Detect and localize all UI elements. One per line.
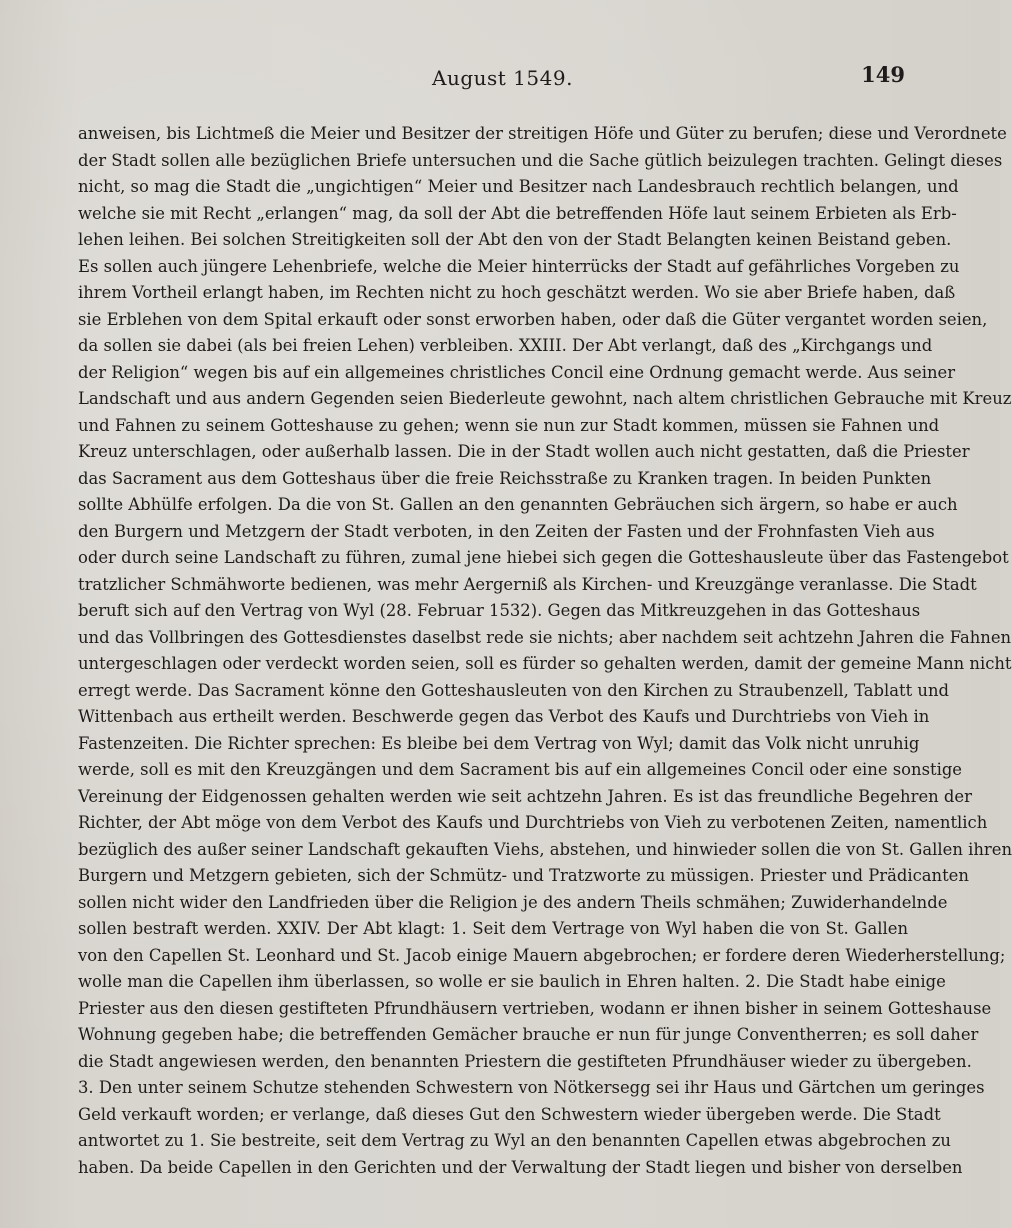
text-line: sollen nicht wider den Landfrieden über die Religion je des andern Theils schmähen; Zuwiderhandelnde [78, 892, 948, 912]
page-header [0, 60, 1000, 90]
text-line: erregt werde. Das Sacrament könne den Gotteshausleuten von den Kirchen zu Straubenzell, Tablatt und [78, 680, 949, 700]
text-line: sollen bestraft werden. XXIV. Der Abt klagt: 1. Seit dem Vertrage von Wyl haben die von St. Gallen [78, 919, 908, 938]
text-line: werde, soll es mit den Kreuzgängen und dem Sacrament bis auf ein allgemeines Concil oder eine sonstige [78, 760, 963, 779]
page-number: 149 [861, 62, 905, 87]
text-line: Kreuz unterschlagen, oder außerhalb lassen. Die in der Stadt wollen auch nicht gestatten, daß die Priester [78, 442, 970, 461]
text-line: welche sie mit Recht „erlangen“ mag, da soll der Abt die betreffenden Höfe laut seinem Erbieten als Erb- [78, 203, 957, 223]
text-line: ihrem Vortheil erlangt haben, im Rechten nicht zu hoch geschätzt werden. Wo sie aber Briefe haben, daß [78, 283, 956, 302]
text-line: Geld verkauft worden; er verlange, daß dieses Gut den Schwestern wieder übergeben werde. Die Stadt [78, 1104, 941, 1124]
text-line: beruft sich auf den Vertrag von Wyl (28. Februar 1532). Gegen das Mitkreuzgehen in das Gotteshaus [78, 601, 921, 620]
text-line: und das Vollbringen des Gottesdienstes daselbst rede sie nichts; aber nachdem seit achtzehn Jahren die Fahnen [78, 627, 1012, 647]
text-line: den Burgern und Metzgern der Stadt verboten, in den Zeiten der Fasten und der Frohnfasten Vieh aus [78, 521, 935, 541]
text-line: lehen leihen. Bei solchen Streitigkeiten soll der Abt den von der Stadt Belangten keinen Beistand geben. [78, 230, 952, 249]
text-line: Burgern und Metzgern gebieten, sich der Schmütz- und Tratzworte zu müssigen. Priester und Prädicanten [78, 866, 969, 885]
text-line: sollte Abhülfe erfolgen. Da die von St. Gallen an den genannten Gebräuchen sich ärgern, so habe er auch [78, 495, 958, 514]
text-line: tratzlicher Schmähworte bedienen, was mehr Aergerniß als Kirchen- und Kreuzgänge veranlasse. Die Stadt [78, 574, 977, 594]
text-line: Fastenzeiten. Die Richter sprechen: Es bleibe bei dem Vertrag von Wyl; damit das Volk nicht unruhig [78, 733, 920, 753]
text-line: Wohnung gegeben habe; die betreffenden Gemächer brauche er nun für junge Conventherren; es soll daher [78, 1025, 979, 1044]
text-line: untergeschlagen oder verdeckt worden seien, soll es fürder so gehalten werden, damit der gemeine Mann nicht [78, 654, 1012, 673]
text-line: die Stadt angewiesen werden, den benannten Priestern die gestifteten Pfrundhäuser wieder zu übergeben. [78, 1051, 972, 1071]
text-line: nicht, so mag die Stadt die „ungichtigen“ Meier und Besitzer nach Landesbrauch rechtlich belangen, und [78, 177, 959, 196]
text-line: Priester aus den diesen gestifteten Pfrundhäusern vertrieben, wodann er ihnen bisher in seinem Gotteshause [78, 998, 992, 1018]
text-line: antwortet zu 1. Sie bestreite, seit dem Vertrag zu Wyl an den benannten Capellen etwas abgebrochen zu [78, 1131, 951, 1150]
text-line: der Stadt sollen alle bezüglichen Briefe untersuchen und die Sache gütlich beizulegen trachten. Gelingt dieses [78, 150, 1003, 170]
text-line: Es sollen auch jüngere Lehenbriefe, welche die Meier hinterrücks der Stadt auf gefährliches Vorgeben zu [78, 256, 960, 276]
text-line: und Fahnen zu seinem Gotteshause zu gehen; wenn sie nun zur Stadt kommen, müssen sie Fahnen und [78, 415, 940, 435]
text-line: haben. Da beide Capellen in den Gerichten und der Verwaltung der Stadt liegen und bisher von derselben [78, 1157, 963, 1177]
text-line: der Religion“ wegen bis auf ein allgemeines christliches Concil eine Ordnung gemacht werde. Aus seiner [78, 362, 956, 382]
text-line: oder durch seine Landschaft zu führen, zumal jene hiebei sich gegen die Gotteshausleute über das Fastengebot [78, 548, 1009, 567]
text-line: Landschaft und aus andern Gegenden seien Biederleute gewohnt, nach altem christlichen Gebrauche mit Kreuz [78, 389, 1012, 408]
text-line: sie Erblehen von dem Spital erkauft oder sonst erworben haben, oder daß die Güter vergantet worden seien, [78, 309, 988, 329]
running-title: August 1549. [432, 66, 573, 90]
text-line: das Sacrament aus dem Gotteshaus über die freie Reichsstraße zu Kranken tragen. In beiden Punkten [78, 468, 932, 488]
text-line: 3. Den unter seinem Schutze stehenden Schwestern von Nötkersegg sei ihr Haus und Gärtchen um geringes [78, 1078, 985, 1097]
body-text [78, 121, 1012, 1181]
text-line: wolle man die Capellen ihm überlassen, so wolle er sie baulich in Ehren halten. 2. Die Stadt habe einige [78, 972, 946, 991]
text-line: Richter, der Abt möge von dem Verbot des Kaufs und Durchtriebs von Vieh zu verbotenen Zeiten, namentlich [78, 813, 988, 832]
text-line: da sollen sie dabei (als bei freien Lehen) verbleiben. XXIII. Der Abt verlangt, daß des „Kirchgangs und [78, 336, 933, 355]
text-line: Vereinung der Eidgenossen gehalten werden wie seit achtzehn Jahren. Es ist das freundliche Begehren der [78, 786, 972, 806]
text-line: anweisen, bis Lichtmeß die Meier und Besitzer der streitigen Höfe und Güter zu berufen; diese und Verordnete [78, 124, 1007, 143]
text-line: Wittenbach aus ertheilt werden. Beschwerde gegen das Verbot des Kaufs und Durchtriebs von Vieh in [78, 707, 930, 726]
text-line: bezüglich des außer seiner Landschaft gekauften Viehs, abstehen, und hinwieder sollen die von St. Gallen ihren [78, 839, 1012, 859]
text-line: von den Capellen St. Leonhard und St. Jacob einige Mauern abgebrochen; er fordere deren Wiederherstellung; [78, 945, 1006, 965]
